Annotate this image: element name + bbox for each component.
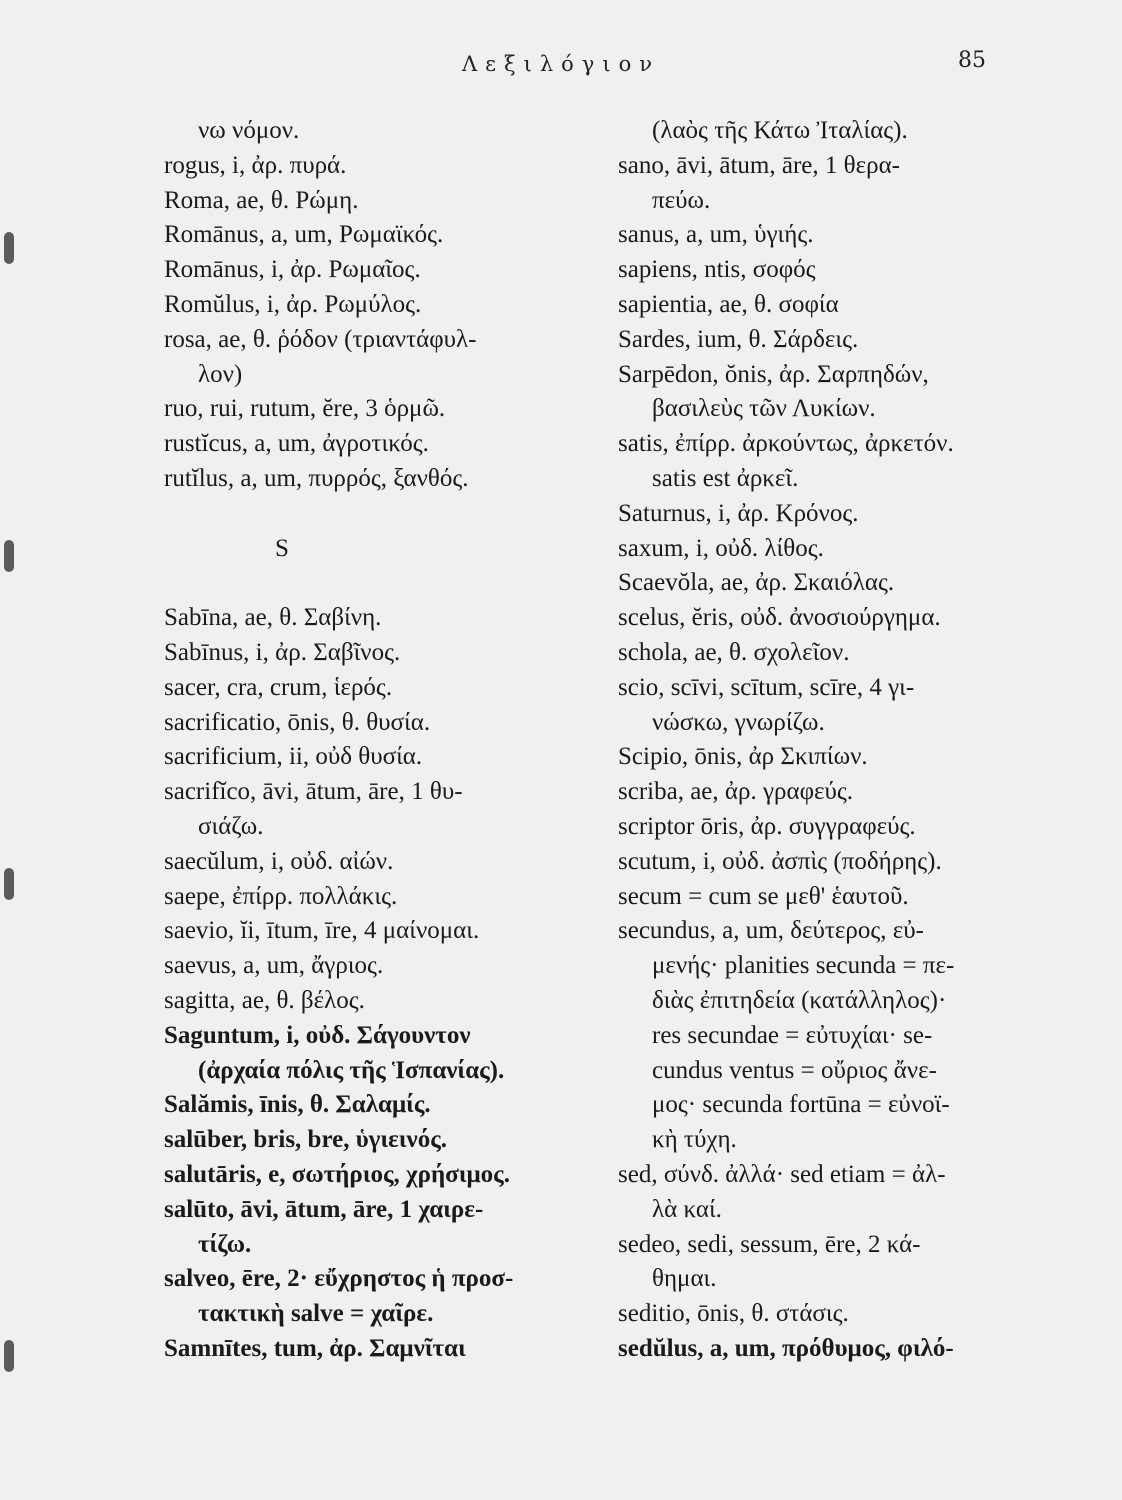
dictionary-entry-line: (λαὸς τῆς Κάτω Ἰταλίας). [652, 117, 908, 144]
dictionary-entry-line: λὰ καί. [652, 1195, 722, 1223]
dictionary-entry-line: Saturnus, i, ἀρ. Κρόνος. [618, 499, 859, 527]
dictionary-entry-line: scio, scīvi, scītum, scīre, 4 γι- [618, 673, 915, 701]
dictionary-entry-line: τακτικὴ salve = χαῖρε. [198, 1300, 434, 1328]
dictionary-entry-line: rutĭlus, a, um, πυρρός, ξανθός. [164, 464, 469, 492]
dictionary-entry-line: sacrificatio, ōnis, θ. θυσία. [164, 708, 431, 736]
dictionary-entry-line: μος· secunda fortūna = εὐνοϊ- [652, 1091, 950, 1119]
dictionary-entry-line: scutum, i, οὐδ. ἀσπὶς (ποδήρης). [618, 847, 942, 875]
binding-hole-mark [4, 868, 14, 900]
running-title: Λεξιλόγιον [462, 52, 660, 76]
dictionary-entry-line: sacrifĭco, āvi, ātum, āre, 1 θυ- [164, 778, 463, 806]
section-gap [164, 566, 600, 601]
dictionary-entry-line: secundus, a, um, δεύτερος, εὐ- [618, 917, 924, 945]
right-column [618, 114, 1018, 1367]
dictionary-entry-line: Roma, ae, θ. Ρώμη. [164, 186, 359, 214]
dictionary-entry-line: rustĭcus, a, um, ἀγροτικός. [164, 430, 429, 458]
dictionary-entry-line: κὴ τύχη. [652, 1126, 737, 1154]
section-gap [164, 497, 600, 532]
dictionary-entry-line: sed, σύνδ. ἀλλά· sed etiam = ἀλ- [618, 1160, 946, 1188]
dictionary-entry-line: seditio, ōnis, θ. στάσις. [618, 1300, 849, 1328]
dictionary-entry-line: sapiens, ntis, σοφός [618, 256, 816, 284]
page-header [0, 48, 1122, 92]
dictionary-entry-line: Scipio, ōnis, ἀρ Σκιπίων. [618, 743, 868, 771]
dictionary-entry-line: sacer, cra, crum, ἱερός. [164, 673, 393, 701]
dictionary-entry-line: rosa, ae, θ. ῥόδον (τριαντάφυλ- [164, 325, 477, 353]
dictionary-entry-line: saevus, a, um, ἄγριος. [164, 952, 384, 980]
dictionary-entry-line: cundus ventus = οὔριος ἄνε- [652, 1056, 937, 1084]
page-number: 85 [958, 48, 986, 73]
dictionary-entry-line: rogus, i, ἀρ. πυρά. [164, 151, 347, 179]
dictionary-entry-line: scriba, ae, ἀρ. γραφεύς. [618, 778, 854, 806]
binding-hole-mark [4, 232, 14, 264]
dictionary-entry-line: λον) [198, 360, 243, 388]
dictionary-entry-line: sano, āvi, ātum, āre, 1 θερα- [618, 151, 900, 179]
dictionary-entry-line: scriptor ōris, ἀρ. συγγραφεύς. [618, 812, 916, 840]
dictionary-entry-line: Sabīnus, i, ἀρ. Σαβῖνος. [164, 638, 401, 666]
dictionary-entry-line: saxum, i, οὐδ. λίθος. [618, 534, 824, 562]
dictionary-entry-line: salūber, bris, bre, ὑγιεινός. [164, 1126, 448, 1154]
dictionary-entry-line: satis est ἀρκεῖ. [652, 464, 799, 492]
dictionary-entry-line: sedeo, sedi, sessum, ēre, 2 κά- [618, 1230, 921, 1258]
dictionary-entry-line: πεύω. [652, 186, 711, 214]
binding-hole-mark [4, 1340, 14, 1372]
dictionary-entry-line: Scaevŏla, ae, ἀρ. Σκαιόλας. [618, 569, 895, 597]
dictionary-entry-line: scelus, ĕris, οὐδ. ἀνοσιούργημα. [618, 604, 941, 632]
dictionary-entry-line: saepe, ἐπίρρ. πολλάκις. [164, 882, 398, 910]
dictionary-entry-line: Romānus, a, um, Ρωμαϊκός. [164, 221, 444, 249]
dictionary-entry-line: sanus, a, um, ὑγιής. [618, 221, 814, 249]
dictionary-entry-line: sedŭlus, a, um, πρόθυμος, φιλό- [618, 1334, 954, 1362]
dictionary-entry-line: θημαι. [652, 1265, 717, 1293]
dictionary-entry-line: res secundae = εὐτυχίαι· se- [652, 1021, 933, 1049]
dictionary-entry-line: (ἀρχαία πόλις τῆς Ἱσπανίας). [198, 1056, 505, 1084]
dictionary-entry-line: Sardes, ium, θ. Σάρδεις. [618, 325, 859, 353]
dictionary-entry-line: νω νόμον. [198, 117, 300, 144]
dictionary-entry-line: Sabīna, ae, θ. Σαβίνη. [164, 604, 382, 632]
dictionary-entry-line: salveo, ēre, 2· εὔχρηστος ἡ προσ- [164, 1265, 514, 1293]
section-letter: S [275, 534, 289, 562]
dictionary-entry-line: Samnītes, tum, ἀρ. Σαμνῖται [164, 1334, 466, 1362]
dictionary-entry-line: saevio, ĭi, ītum, īre, 4 μαίνομαι. [164, 917, 480, 945]
dictionary-entry-line: διὰς ἐπιτηδεία (κατάλληλος)· [652, 986, 947, 1014]
dictionary-entry-line: νώσκω, γνωρίζω. [652, 708, 825, 736]
dictionary-entry-line: salutāris, e, σωτήριος, χρήσιμος. [164, 1160, 510, 1188]
dictionary-entry-line: salūto, āvi, ātum, āre, 1 χαιρε- [164, 1195, 484, 1223]
dictionary-entry-line: sacrificium, ii, οὐδ θυσία. [164, 743, 423, 771]
dictionary-entry-line: σιάζω. [198, 812, 264, 840]
binding-hole-mark [4, 540, 14, 572]
dictionary-entry-line: secum = cum se μεθ' ἑαυτοῦ. [618, 882, 909, 910]
dictionary-entry-line: τίζω. [198, 1230, 252, 1258]
dictionary-entry-line: Salămis, īnis, θ. Σαλαμίς. [164, 1091, 431, 1119]
dictionary-entry-line: sapientia, ae, θ. σοφία [618, 290, 839, 318]
dictionary-entry-line: ruo, rui, rutum, ĕre, 3 ὁρμῶ. [164, 395, 446, 423]
dictionary-entry-line: saecŭlum, i, οὐδ. αἰών. [164, 847, 394, 875]
dictionary-entry-line: Romānus, i, ἀρ. Ρωμαῖος. [164, 256, 421, 284]
dictionary-entry-line: satis, ἐπίρρ. ἀρκούντως, ἀρκετόν. [618, 430, 954, 458]
dictionary-entry-line: μενής· planities secunda = πε- [652, 952, 955, 980]
dictionary-entry-line: sagitta, ae, θ. βέλος. [164, 986, 365, 1014]
dictionary-entry-line: Romŭlus, i, ἀρ. Ρωμύλος. [164, 290, 422, 318]
dictionary-entry-line: schola, ae, θ. σχολεῖον. [618, 638, 850, 666]
dictionary-entry-line: Sarpēdon, ŏnis, ἀρ. Σαρπηδών, [618, 360, 929, 388]
dictionary-entry-line: Saguntum, i, οὐδ. Σάγουντον [164, 1021, 471, 1049]
left-column [164, 114, 600, 1367]
dictionary-entry-line: βασιλεὺς τῶν Λυκίων. [652, 395, 876, 423]
